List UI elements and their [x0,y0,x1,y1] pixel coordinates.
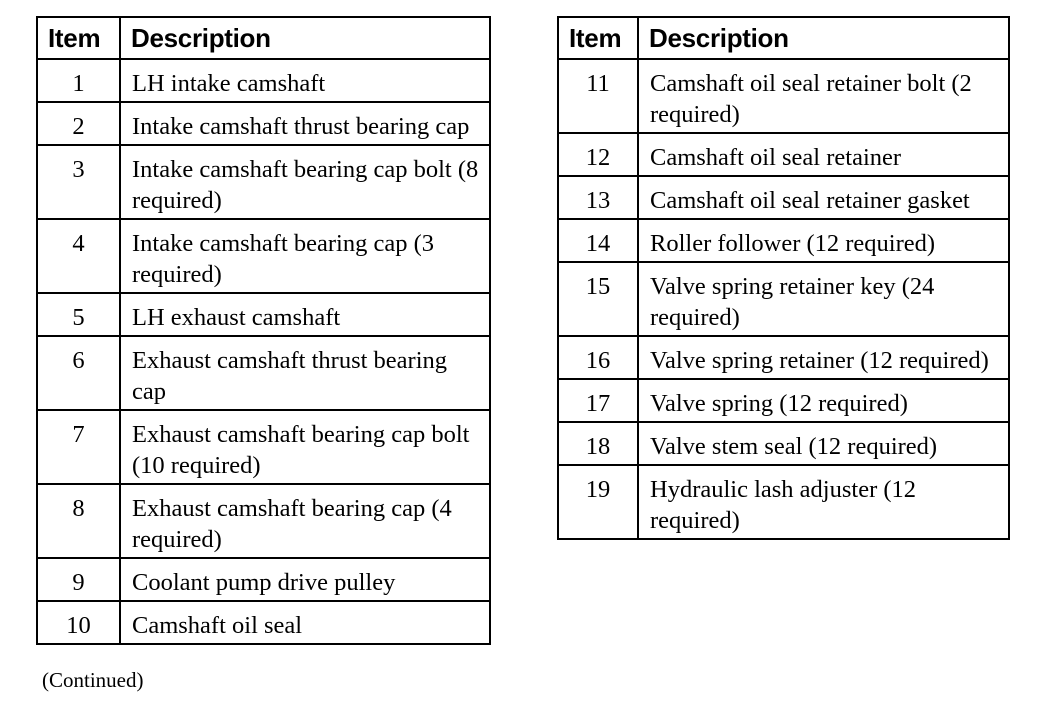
item-number: 12 [558,133,638,176]
item-number: 4 [37,219,120,293]
item-description: Exhaust camshaft bearing cap bolt (10 required) [120,410,490,484]
item-number: 17 [558,379,638,422]
item-description: Valve spring retainer key (24 required) [638,262,1009,336]
item-description: Intake camshaft thrust bearing cap [120,102,490,145]
description-column-header: Description [120,17,490,59]
table-row [37,59,490,102]
table-row [37,601,490,644]
item-number: 5 [37,293,120,336]
item-description: LH intake camshaft [120,59,490,102]
item-number: 7 [37,410,120,484]
table-row [37,484,490,558]
table-row [558,336,1009,379]
item-description: Valve stem seal (12 required) [638,422,1009,465]
item-number: 14 [558,219,638,262]
table-row [558,262,1009,336]
item-number: 19 [558,465,638,539]
item-description: Exhaust camshaft bearing cap (4 required) [120,484,490,558]
item-description: Camshaft oil seal retainer gasket [638,176,1009,219]
item-number: 11 [558,59,638,133]
table-row [37,558,490,601]
table-row [558,176,1009,219]
item-description: Coolant pump drive pulley [120,558,490,601]
item-number: 3 [37,145,120,219]
table-row [37,145,490,219]
parts-table-right [557,16,1010,540]
item-description: Valve spring retainer (12 required) [638,336,1009,379]
table-row [37,219,490,293]
item-number: 6 [37,336,120,410]
item-description: Hydraulic lash adjuster (12 required) [638,465,1009,539]
item-number: 8 [37,484,120,558]
table-header-row [558,17,1009,59]
item-number: 9 [37,558,120,601]
item-number: 13 [558,176,638,219]
item-description: Exhaust camshaft thrust bearing cap [120,336,490,410]
table-row [558,422,1009,465]
item-description: LH exhaust camshaft [120,293,490,336]
item-description: Camshaft oil seal retainer bolt (2 required) [638,59,1009,133]
item-description: Camshaft oil seal [120,601,490,644]
item-number: 15 [558,262,638,336]
table-row [37,102,490,145]
item-number: 16 [558,336,638,379]
item-description: Camshaft oil seal retainer [638,133,1009,176]
parts-table-left [36,16,491,645]
table-row [37,410,490,484]
table-row [558,133,1009,176]
description-column-header: Description [638,17,1009,59]
table-row [558,379,1009,422]
item-number: 10 [37,601,120,644]
item-description: Valve spring (12 required) [638,379,1009,422]
table-row [558,219,1009,262]
item-number: 18 [558,422,638,465]
table-row [558,465,1009,539]
continued-note: (Continued) [42,668,144,692]
table-row [37,336,490,410]
item-number: 1 [37,59,120,102]
item-column-header: Item [558,17,638,59]
item-description: Intake camshaft bearing cap bolt (8 required) [120,145,490,219]
item-column-header: Item [37,17,120,59]
table-header-row [37,17,490,59]
table-row [558,59,1009,133]
table-row [37,293,490,336]
item-description: Intake camshaft bearing cap (3 required) [120,219,490,293]
item-number: 2 [37,102,120,145]
item-description: Roller follower (12 required) [638,219,1009,262]
